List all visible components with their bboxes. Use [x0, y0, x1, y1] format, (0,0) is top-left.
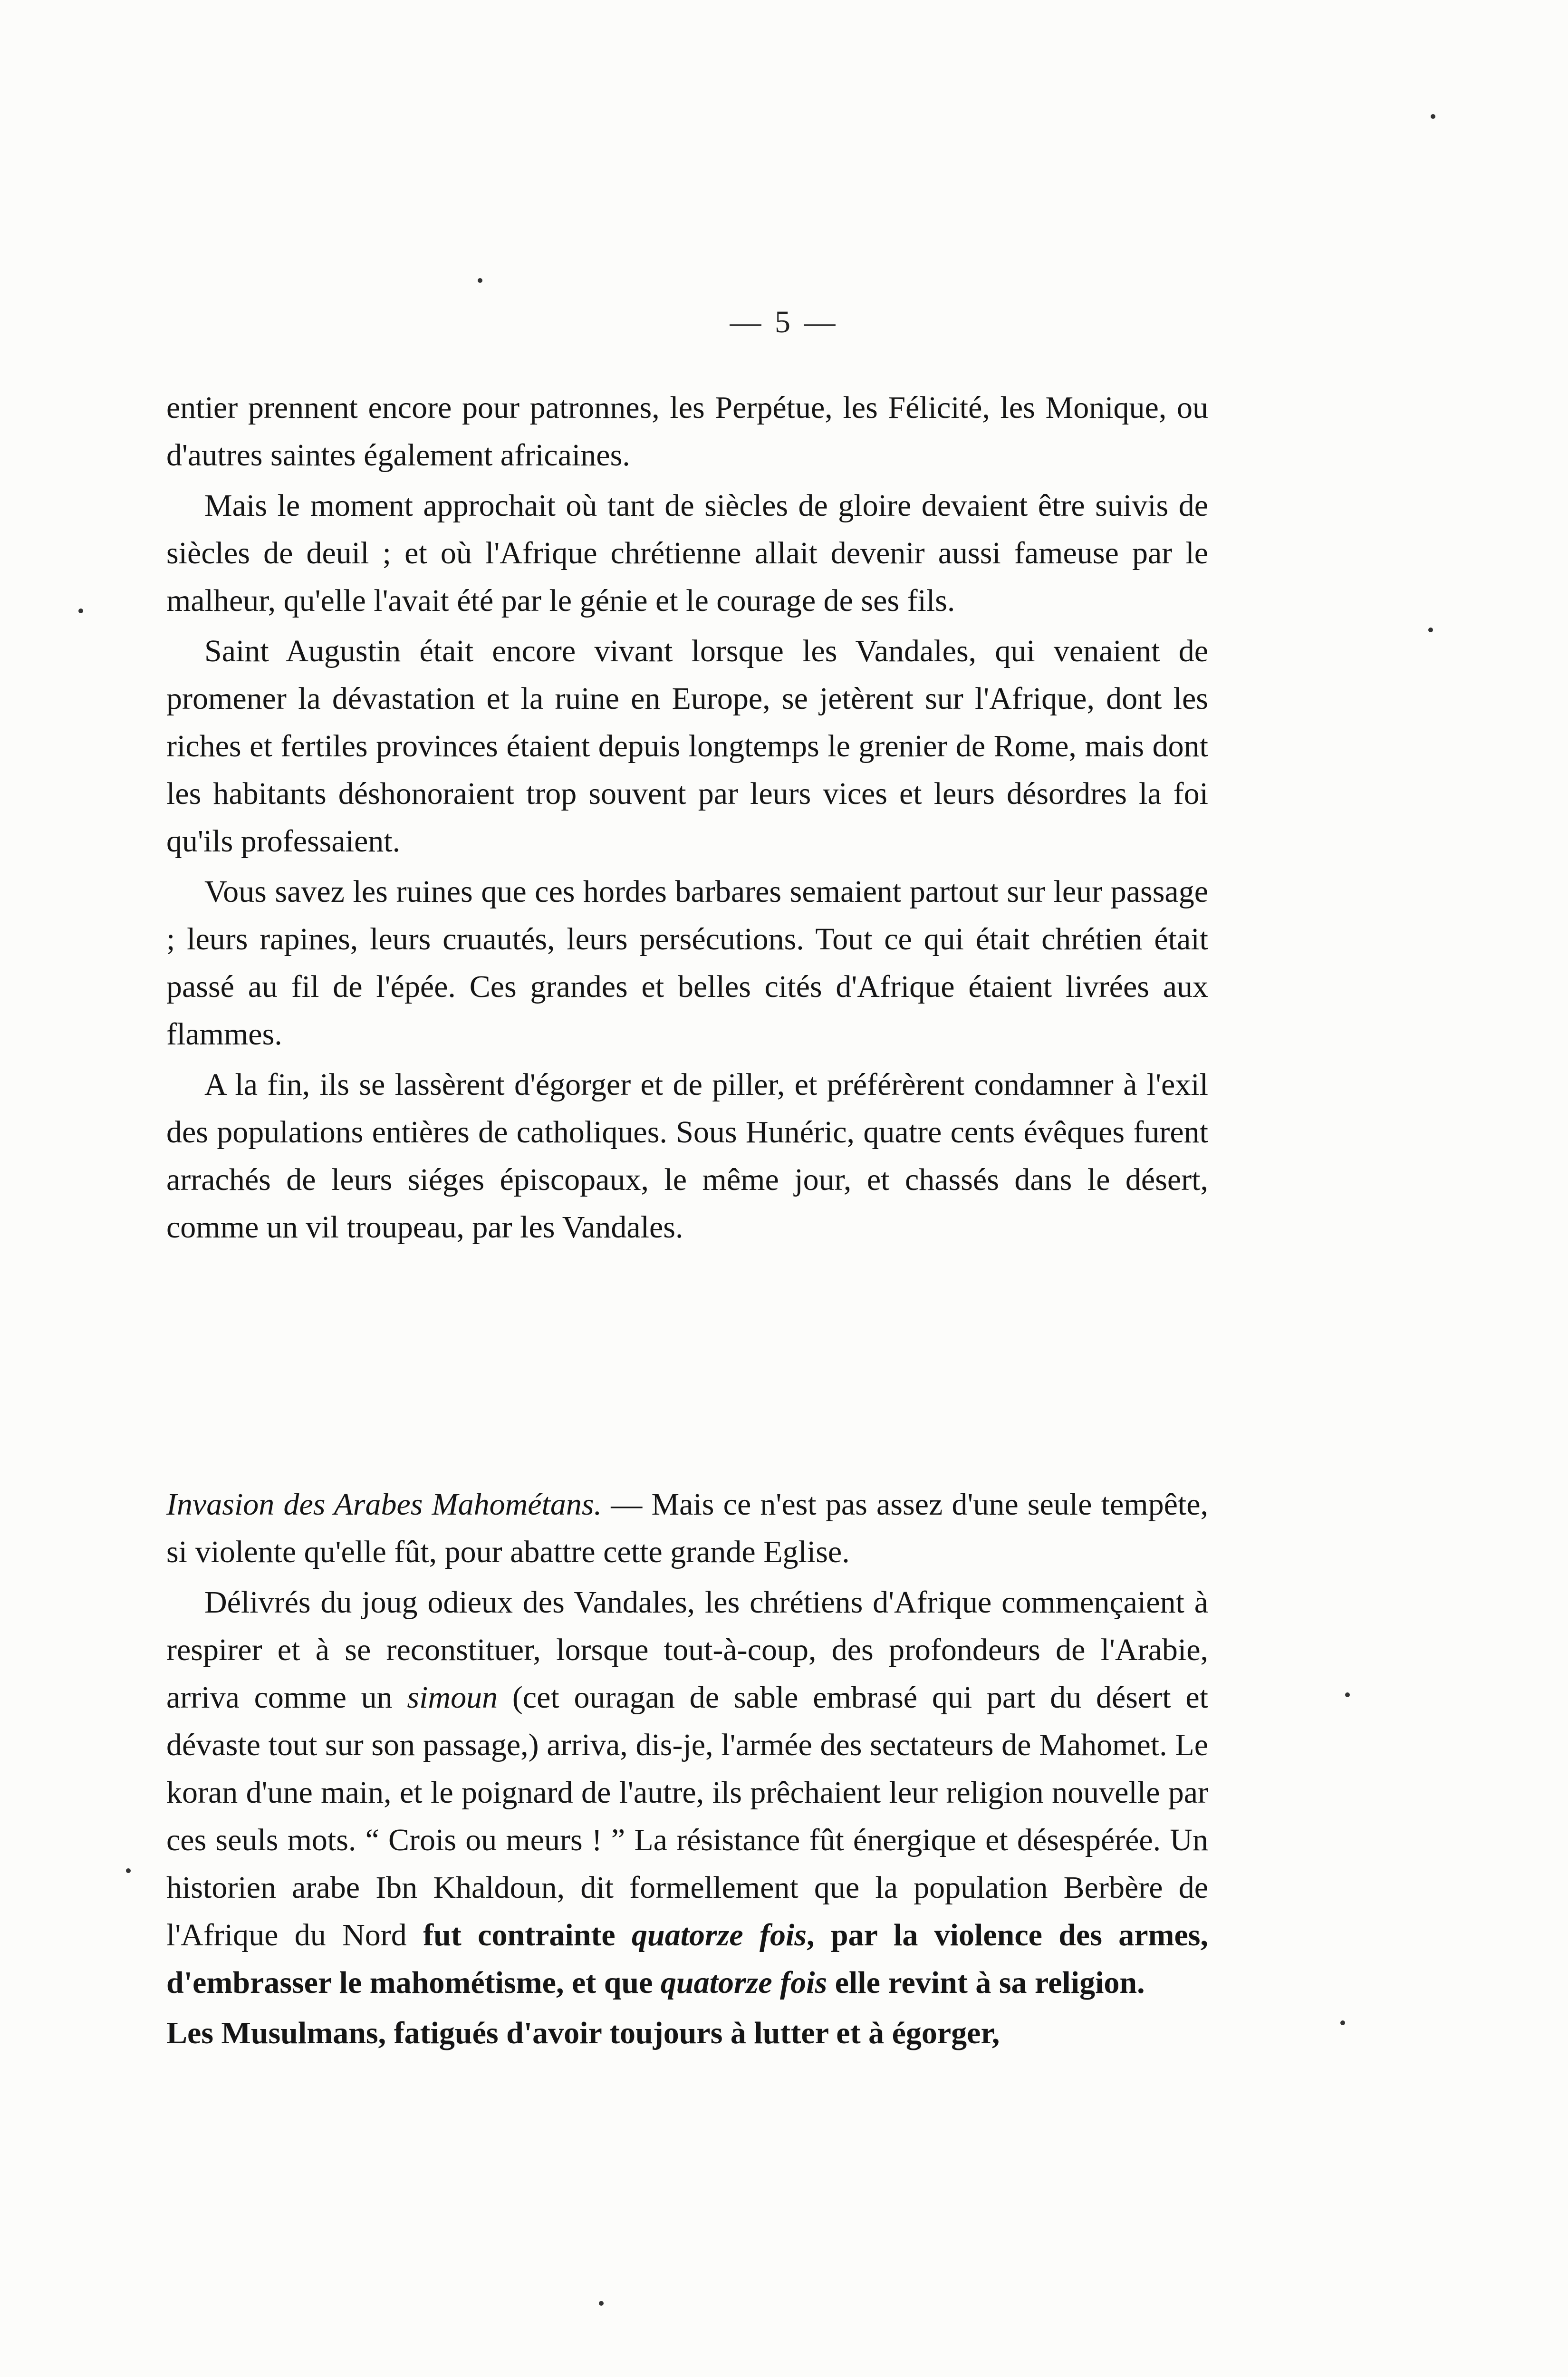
delivres-text-a: Délivrés du joug odieux des Vandales, les chrétiens d'Afrique commençaient à respirer et à se reconstituer, lorsque tout-à-coup, des profondeurs de l'Arabie, arriva comme un — [166, 1585, 1208, 1715]
paragraph-moment: Mais le moment approchait où tant de siècles de gloire devaient être suivis de siècles de deuil ; et où l'Afrique chrétienne allait devenir aussi fameuse par le malheur, qu'elle l'avait été par le génie et le courage de ses fils. — [166, 488, 1208, 618]
quatorze-fois-1: quatorze fois — [632, 1918, 807, 1952]
scan-speck — [1431, 114, 1435, 119]
scan-speck — [78, 609, 83, 613]
delivres-text-d: , par la violence des armes, d'embrasser le mahométisme, et que — [166, 1918, 1208, 2000]
text-block-vandals — [166, 384, 1208, 1254]
paragraph-continuation: entier prennent encore pour patronnes, les Perpétue, les Félicité, les Monique, ou d'autres saintes également africaines. — [166, 390, 1208, 473]
paragraph-invasion-text: — Mais ce n'est pas assez d'une seule tempête, si violente qu'elle fût, pour abattre cette grande Eglise. — [166, 1487, 1209, 1569]
paragraph-musulmans: Les Musulmans, fatigués d'avoir toujours à lutter et à égorger, — [166, 2016, 1000, 2050]
scan-speck — [1340, 2020, 1345, 2025]
section-heading: Invasion des Arabes Mahométans. — [166, 1487, 602, 1522]
text-block-arabes — [166, 1481, 1208, 2060]
quatorze-fois-2: quatorze fois — [660, 1965, 827, 2000]
paragraph-invasion — [166, 1481, 1208, 1576]
simoun-word: simoun — [407, 1680, 498, 1715]
scan-speck — [1428, 628, 1433, 632]
delivres-text-b: (cet ouragan de sable embrasé qui part du désert et dévaste tout sur son passage,) arriva, dis-je, l'armée des sectateurs de Mahomet. Le koran d'une main, et le poignard de l'autre, ils prêchaient leur religion nouvelle par ces seuls mots. “ Crois ou meurs ! ” La résistance fût énergique et désespérée. Un historien arabe Ibn Khaldoun, dit formellement que la population Berbère de l'Afrique du Nord — [166, 1680, 1208, 1952]
scan-speck — [126, 1868, 131, 1873]
scan-speck — [1345, 1692, 1350, 1697]
scan-speck — [478, 278, 482, 283]
paragraph-delivres — [166, 1579, 1208, 2007]
delivres-text-e: elle revint à sa religion. — [827, 1965, 1145, 2000]
paragraph-saint-augustin: Saint Augustin était encore vivant lorsque les Vandales, qui venaient de promener la dévastation et la ruine en Europe, se jetèrent sur l'Afrique, dont les riches et fertiles provinces étaient depuis longtemps le grenier de Rome, mais dont les habitants déshonoraient trop souvent par leurs vices et leurs désordres la foi qu'ils professaient. — [166, 634, 1208, 859]
delivres-text-c: fut contrainte — [423, 1918, 632, 1952]
paragraph-exil: A la fin, ils se lassèrent d'égorger et de piller, et préférèrent condamner à l'exil des populations entières de catholiques. Sous Hunéric, quatre cents évêques furent arrachés de leurs siéges épiscopaux, le même jour, et chassés dans le désert, comme un vil troupeau, par les Vandales. — [166, 1067, 1208, 1245]
page-number: — 5 — — [730, 305, 838, 339]
scan-speck — [599, 2301, 604, 2306]
paragraph-ruines: Vous savez les ruines que ces hordes barbares semaient partout sur leur passage ; leurs rapines, leurs cruautés, leurs persécutions. Tout ce qui était chrétien était passé au fil de l'épée. Ces grandes et belles cités d'Afrique étaient livrées aux flammes. — [166, 874, 1208, 1052]
